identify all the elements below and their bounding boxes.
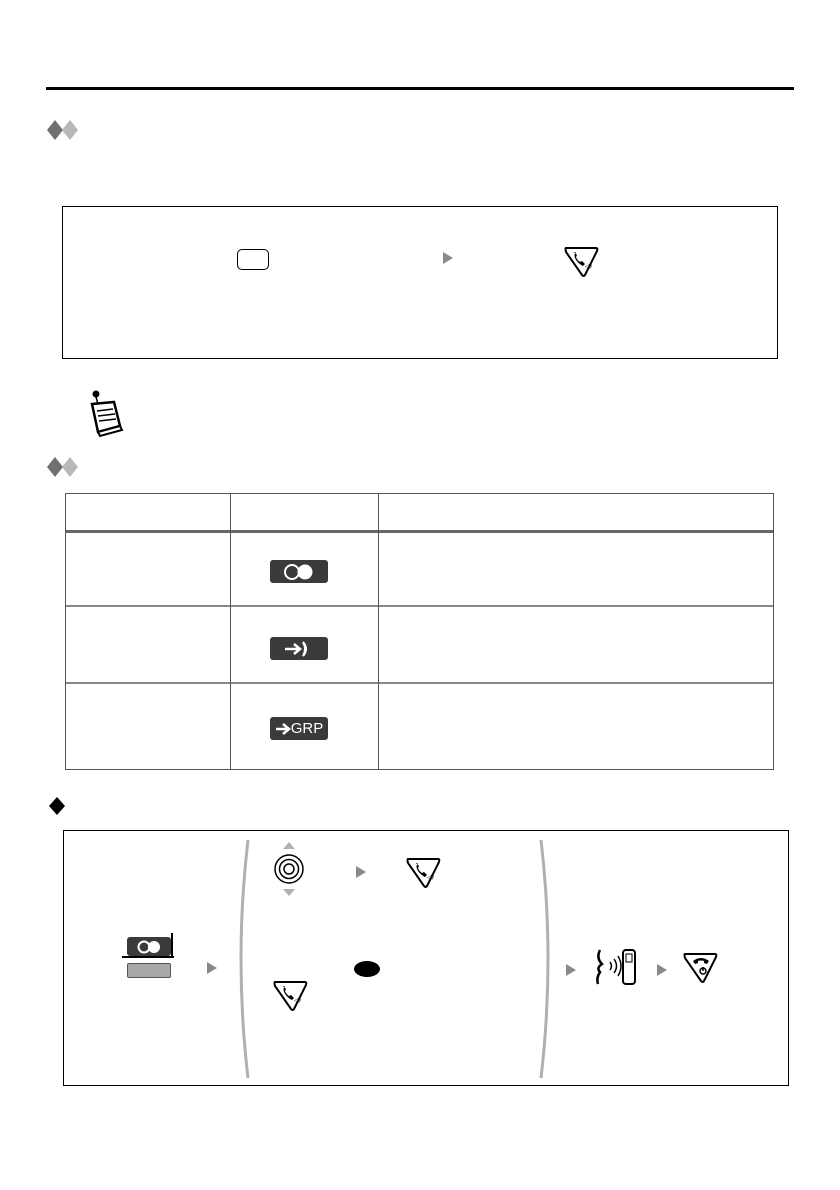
table-row	[270, 637, 328, 660]
svg-text:◁): ◁)	[585, 263, 592, 270]
talk-key-icon	[405, 855, 443, 889]
left-bracket	[232, 838, 252, 1080]
step-arrow	[443, 252, 453, 264]
step-arrow	[657, 964, 667, 976]
table-col-divider	[230, 494, 231, 769]
step-arrow	[207, 962, 217, 974]
table-row	[270, 717, 328, 740]
talk-key-icon	[563, 244, 601, 278]
group-softkey-label: GRP	[290, 720, 324, 737]
svg-text:◁): ◁)	[294, 997, 301, 1004]
arrow-icon	[275, 721, 291, 737]
double-diamond-icon	[46, 455, 86, 479]
blank-key-icon	[237, 249, 269, 270]
table-row	[270, 560, 328, 583]
conference-softkey	[127, 937, 171, 956]
conference-softkey-icon	[134, 940, 164, 954]
divider	[171, 933, 173, 957]
double-diamond-icon	[46, 118, 86, 142]
table-row-divider	[66, 605, 773, 607]
dial-button-icon	[352, 960, 382, 978]
speaking-handset-icon	[592, 946, 640, 988]
transfer-softkey-icon	[279, 640, 319, 658]
conference-softkey-icon	[279, 563, 319, 581]
table-row-divider	[66, 682, 773, 684]
table-col-divider	[378, 494, 379, 769]
divider	[122, 956, 174, 958]
softkey-table	[65, 493, 774, 770]
talk-key-icon	[272, 978, 310, 1012]
step-arrow	[356, 866, 366, 878]
step-arrow	[566, 964, 576, 976]
table-header-rule	[66, 530, 773, 533]
header-rule	[46, 87, 794, 90]
right-bracket	[537, 838, 557, 1080]
operation-box-1	[62, 206, 778, 359]
diamond-icon	[46, 795, 68, 817]
note-pad-icon	[80, 388, 130, 438]
off-key-icon	[682, 950, 720, 984]
blank-key-icon	[127, 963, 171, 978]
svg-text:◁): ◁)	[427, 874, 434, 881]
navigator-icon	[272, 842, 306, 896]
